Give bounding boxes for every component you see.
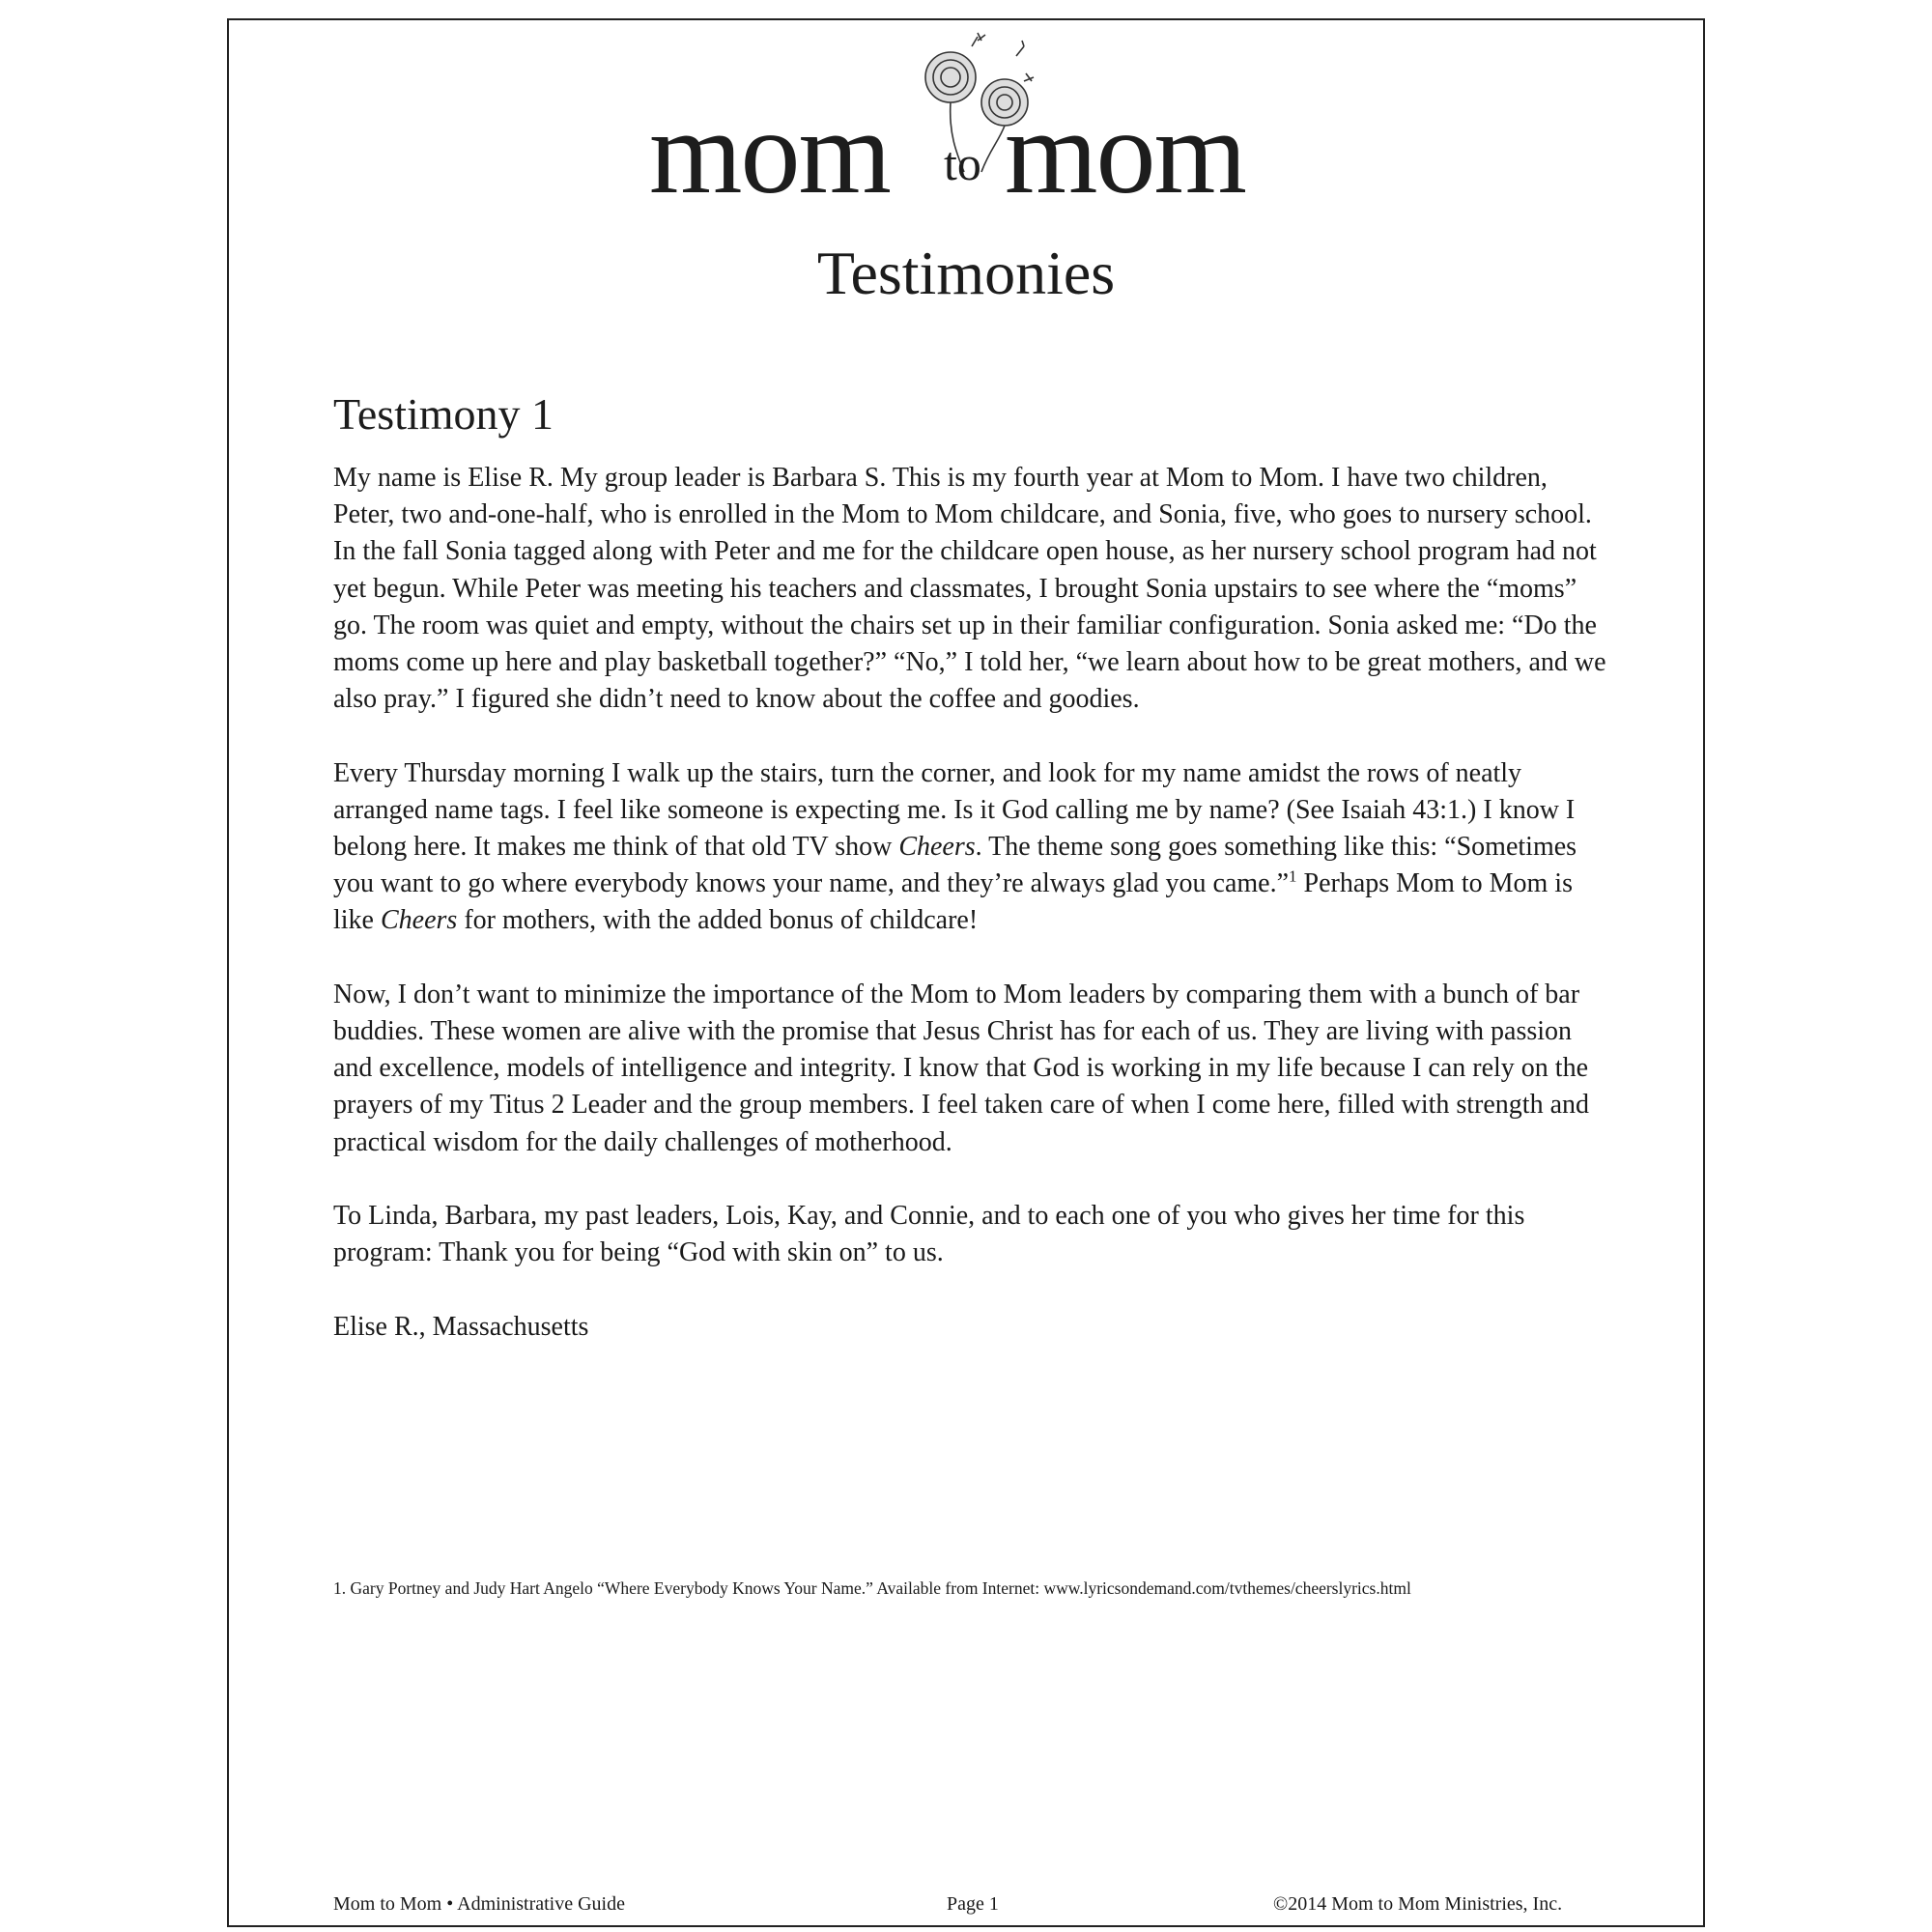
text-run: Perhaps Mom to Mom is like <box>333 868 1573 936</box>
logo-word-left: mom <box>649 86 890 218</box>
footnote-marker: 1 <box>1289 867 1297 886</box>
testimony-body <box>333 460 1608 1382</box>
text-run: To Linda, Barbara, my past leaders, Lois, Kay, and Connie, and to each one of you who gives her time for this program: Thank you for being “God with skin on” to us. <box>333 1201 1525 1268</box>
paragraph <box>333 1309 1608 1346</box>
text-run: Now, I don’t want to minimize the importance of the Mom to Mom leaders by comparing them with a bunch of bar buddies. These women are alive with the promise that Jesus Christ has for each of us. They are living with passion and excellence, models of intelligence and integrity. I know that God is working in my life because I can rely on the prayers of my Titus 2 Leader and the group members. I feel taken care of when I come here, filled with strength and practical wisdom for the daily challenges of motherhood. <box>333 979 1590 1157</box>
document-title: Testimonies <box>816 239 1116 307</box>
text-run: . The theme song goes something like this: “Sometimes you want to go where everybody knows your name, and they’re always glad you came.” <box>333 832 1577 899</box>
logo <box>649 27 1287 218</box>
paragraph <box>333 977 1608 1161</box>
logo-word-right: mom <box>1005 86 1245 218</box>
footer-copyright: ©2014 Mom to Mom Ministries, Inc. <box>1273 1893 1563 1915</box>
footer-left: Mom to Mom • Administrative Guide <box>333 1893 625 1915</box>
paragraph <box>333 1198 1608 1271</box>
logo-connector: to <box>944 136 981 190</box>
text-run: Elise R., Massachusetts <box>333 1311 589 1342</box>
italic-text: Cheers <box>898 832 976 863</box>
text-run: for mothers, with the added bonus of childcare! <box>457 905 979 936</box>
section-heading: Testimony 1 <box>333 389 554 439</box>
italic-text: Cheers <box>381 905 458 936</box>
footer-page-number: Page 1 <box>947 1893 999 1915</box>
paragraph <box>333 755 1608 940</box>
paragraph <box>333 460 1608 718</box>
footnote: 1. Gary Portney and Judy Hart Angelo “Where Everybody Knows Your Name.” Available from Internet: www.lyricsondemand.com/tvthemes/cheerslyrics.html <box>333 1578 1411 1598</box>
text-run: My name is Elise R. My group leader is Barbara S. This is my fourth year at Mom to Mom. I have two children, Peter, two and-one-half, who is enrolled in the Mom to Mom childcare, and Sonia, five, who goes to nursery school. In the fall Sonia tagged along with Peter and me for the childcare open house, as her nursery school program had not yet begun. While Peter was meeting his teachers and classmates, I brought Sonia upstairs to see where the “moms” go. The room was quiet and empty, without the chairs set up in their familiar configuration. Sonia asked me: “Do the moms come up here and play basketball together?” “No,” I told her, “we learn about how to be great mothers, and we also pray.” I figured she didn’t need to know about the coffee and goodies. <box>333 463 1606 715</box>
text-run: Every Thursday morning I walk up the stairs, turn the corner, and look for my name amidst the rows of neatly arranged name tags. I feel like someone is expecting me. Is it God calling me by name? (See Isaiah 43:1.) I know I belong here. It makes me think of that old TV show <box>333 757 1576 863</box>
